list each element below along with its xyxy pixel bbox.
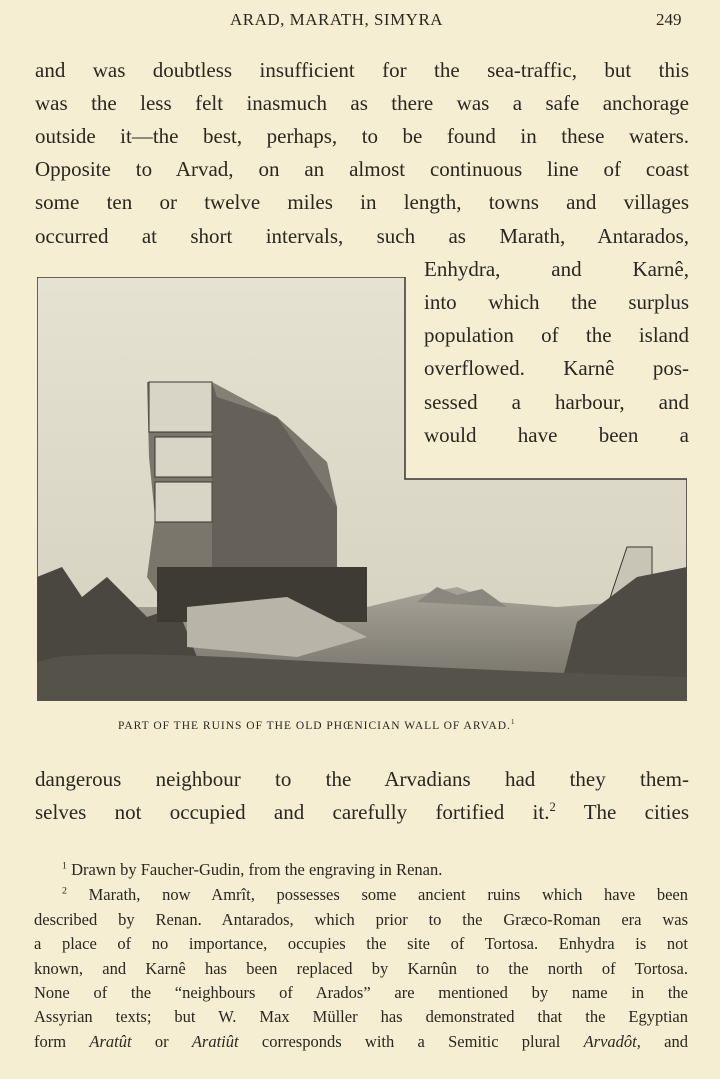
page-number: 249 [656, 10, 682, 29]
footnote-line: Assyrian texts; but W. Max Müller has demonstrated that the Egyptian [34, 1007, 688, 1026]
text-line: outside it—the best, perhaps, to be found in these waters. [35, 124, 689, 148]
text-line: and was doubtless insufficient for the sea-traffic, but this [35, 58, 689, 82]
text-span: selves not occupied and carefully fortified it. [35, 800, 550, 824]
text-line: overflowed. Karnê pos- [424, 356, 689, 380]
figure-caption [118, 720, 515, 732]
caption-note-mark: 1 [510, 719, 516, 727]
text-span: and [664, 1032, 688, 1051]
text-span: or [154, 1032, 169, 1051]
text-line: occurred at short intervals, such as Marath, Antarados, [35, 224, 689, 248]
text-line: dangerous neighbour to the Arvadians had they them- [35, 767, 689, 791]
footnote-text: Marath, now Amrît, possesses some ancient ruins which have been [88, 885, 689, 904]
text-line: was the less felt inasmuch as there was a safe anchorage [35, 91, 689, 115]
footnote-line: a place of no importance, occupies the site of Tortosa. Enhydra is not [34, 934, 688, 953]
text-line: population of the island [424, 323, 689, 347]
footnote-line: known, and Karnê has been replaced by Karnûn to the north of Tortosa. [34, 959, 688, 978]
text-line [35, 797, 689, 827]
text-line: Opposite to Arvad, on an almost continuous line of coast [35, 157, 689, 181]
text-line: some ten or twelve miles in length, towns and villages [35, 190, 689, 214]
footnote-line: described by Renan. Antarados, which prior to the Græco-Roman era was [34, 910, 688, 929]
text-line: Enhydra, and Karnê, [424, 257, 689, 281]
italic-term: Aratiût [191, 1032, 239, 1051]
footnote-mark: 2 [62, 885, 67, 897]
text-span: form [34, 1032, 67, 1051]
italic-term: Arvadôt, [583, 1032, 641, 1051]
footnote-text: Drawn by Faucher-Gudin, from the engraving in Renan. [71, 860, 443, 879]
footnote-1 [62, 859, 442, 881]
footnote-line: None of the “neighbours of Arados” are mentioned by name in the [34, 983, 688, 1002]
footnote-mark: 1 [62, 860, 67, 872]
footnote-2 [62, 884, 688, 906]
caption-text: PART OF THE RUINS OF THE OLD PHŒNICIAN WALL OF ARVAD. [118, 720, 511, 732]
text-line: would have been a [424, 423, 689, 447]
footnote-line [34, 1031, 688, 1053]
ruins-engraving [37, 277, 687, 701]
italic-term: Aratût [89, 1032, 132, 1051]
text-span: corresponds with a Semitic plural [261, 1032, 561, 1051]
running-title: ARAD, MARATH, SIMYRA [230, 10, 444, 29]
footnote-mark: 2 [549, 800, 556, 814]
text-line: into which the surplus [424, 290, 689, 314]
text-line: sessed a harbour, and [424, 390, 689, 414]
text-span: The cities [583, 800, 689, 824]
